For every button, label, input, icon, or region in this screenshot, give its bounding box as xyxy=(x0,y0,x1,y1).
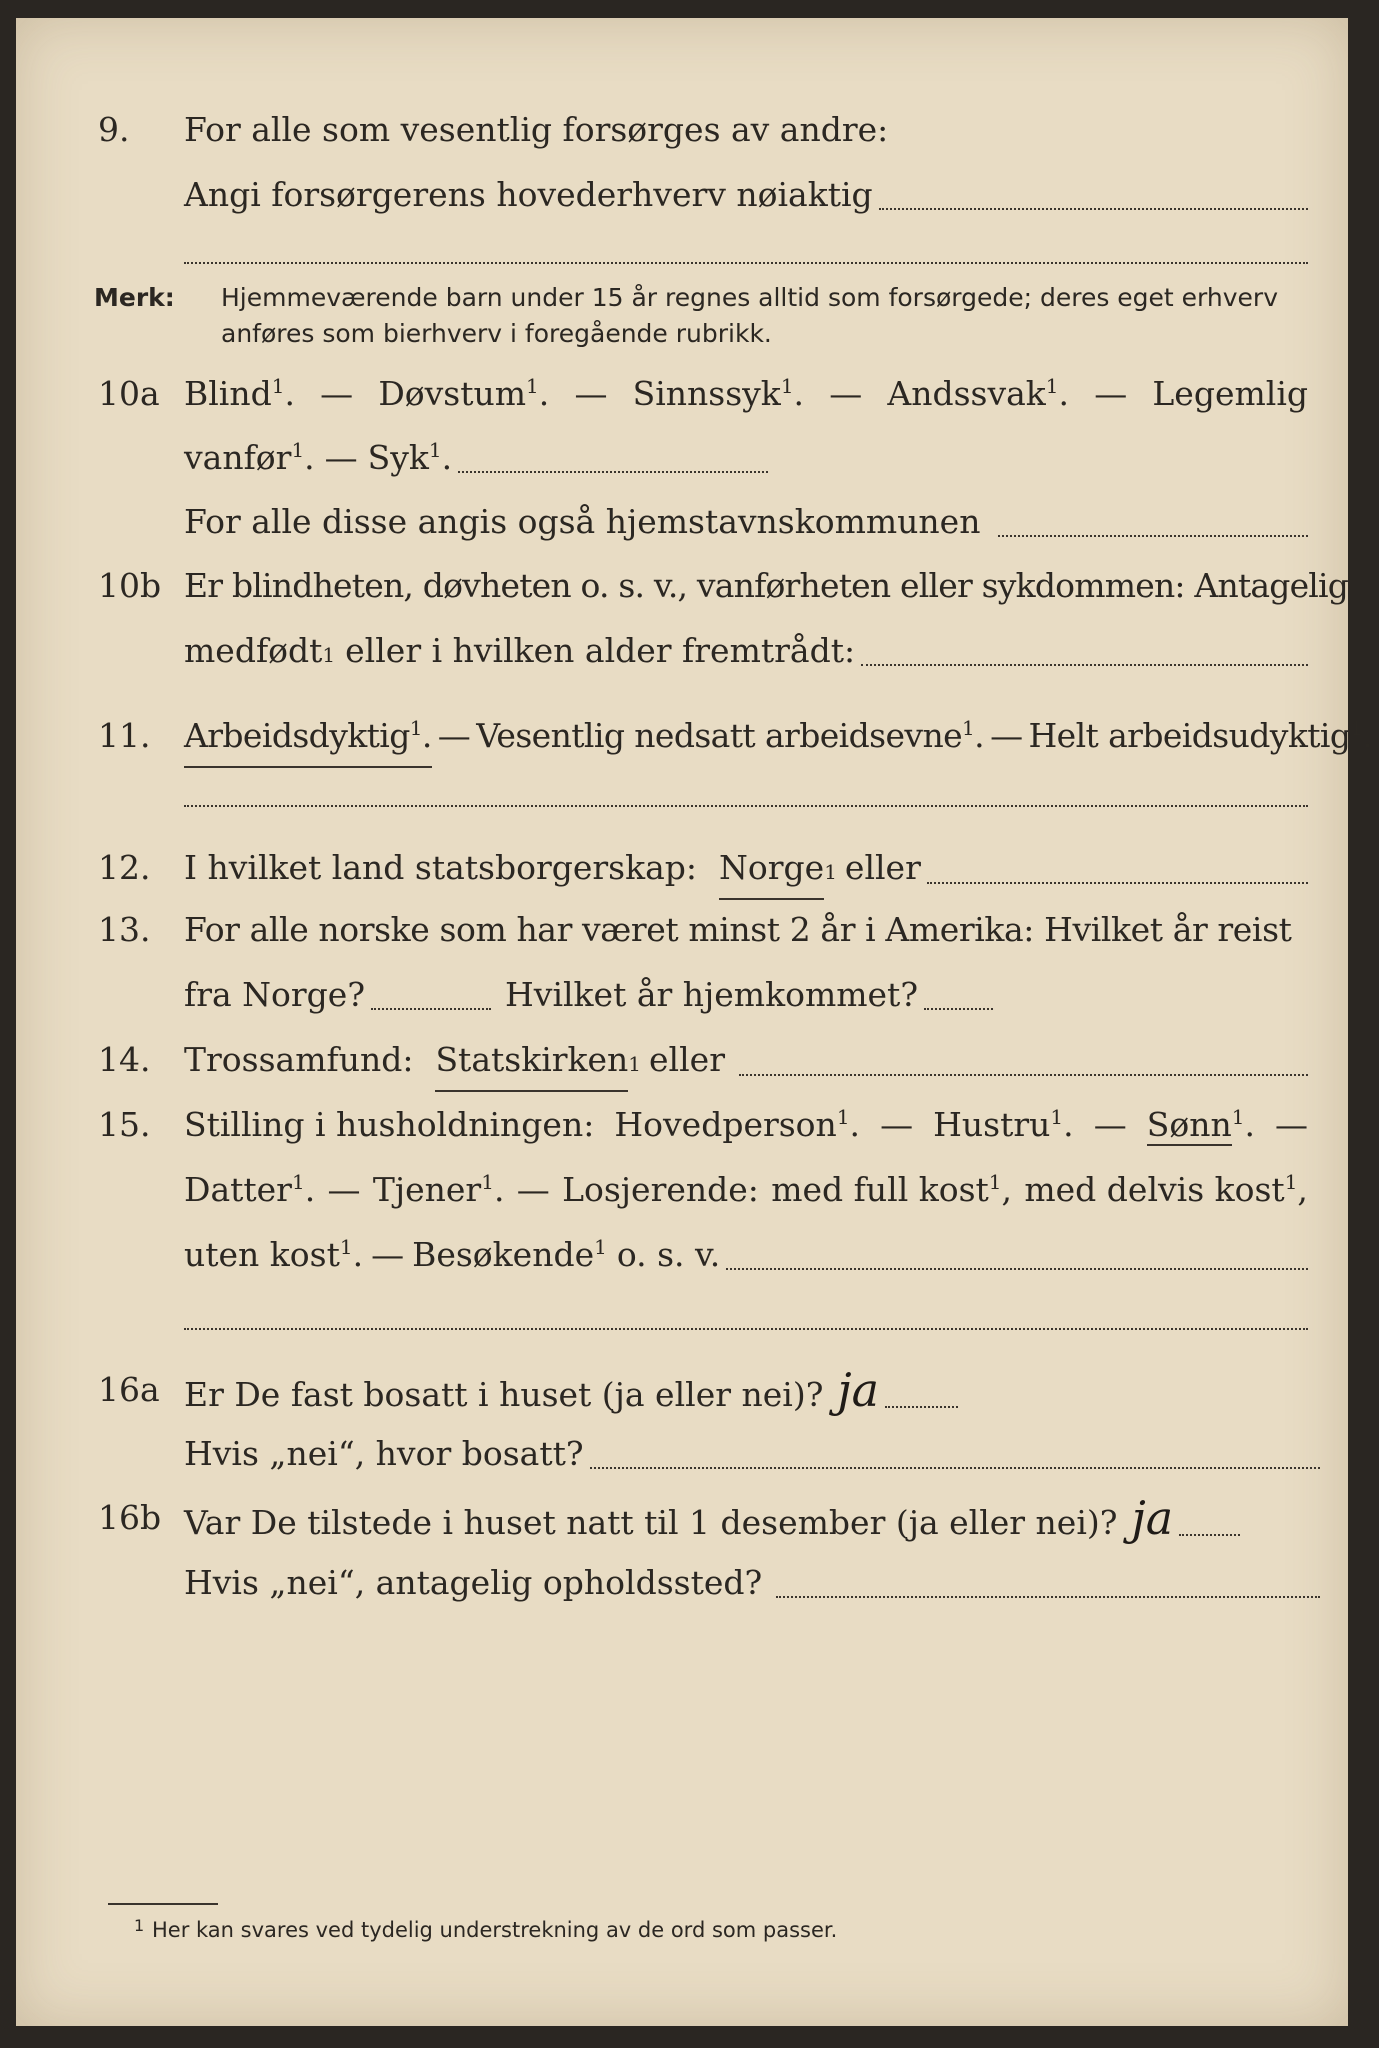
option-vanfor: vanfør$^1$. xyxy=(184,438,315,477)
option-hustru: Hustru$^1$. xyxy=(933,1105,1074,1144)
option-dovstum: Døvstum$^1$. xyxy=(378,374,550,413)
option-blind: Blind$^1$. xyxy=(184,374,295,413)
question-number: 15. xyxy=(98,1105,151,1144)
option-legemlig: Legemlig xyxy=(1152,374,1308,413)
census-form-page xyxy=(16,18,1373,2026)
question-text: For alle disse angis også hjemstavnskommunen xyxy=(184,502,981,541)
question-number: 12. xyxy=(98,848,151,887)
option-hovedperson: Hovedperson$^1$. xyxy=(614,1105,861,1144)
question-text: Stilling i husholdningen: xyxy=(184,1105,595,1144)
answer-field[interactable] xyxy=(739,1074,1308,1076)
question-text: fra Norge? xyxy=(184,975,366,1014)
question-10a-line-3 xyxy=(16,492,1348,552)
option-delvis-kost: med delvis kost$^1$, xyxy=(1024,1170,1308,1209)
option-besokende: Besøkende$^1$ xyxy=(412,1235,607,1274)
note-block xyxy=(94,280,1308,360)
question-16a-line-2 xyxy=(16,1424,1348,1484)
footnote-mark: 1 xyxy=(134,1916,145,1935)
answer-field[interactable] xyxy=(861,664,1308,666)
question-number: 16a xyxy=(98,1370,160,1409)
answer-field-reist[interactable] xyxy=(371,1008,491,1010)
answer-field[interactable] xyxy=(184,262,1308,264)
note-label: Merk: xyxy=(94,283,175,312)
question-11-line-1: 11. Arbeidsdyktig$^1$. — Vesentlig nedsatt arbeidsevne$^1$. — Helt arbeidsudyktig$^1$. xyxy=(16,706,1348,766)
footnote-rule xyxy=(108,1903,218,1905)
answer-field[interactable] xyxy=(998,535,1308,537)
answer-field[interactable] xyxy=(184,1328,1308,1330)
option-arbeidsdyktig-underlined: Arbeidsdyktig$^1$. xyxy=(184,706,432,768)
question-number: 10b xyxy=(98,566,162,605)
option-syk: Syk$^1$. xyxy=(367,438,453,477)
question-16a-line-1 xyxy=(16,1360,1348,1420)
note-text: Hjemmeværende barn under 15 år regnes alltid som forsørgede; deres eget erhverv anføres som bierhverv i foregående rubrikk. xyxy=(221,283,1278,348)
handwritten-answer: ja xyxy=(1131,1491,1174,1545)
question-text: Er blindheten, døvheten o. s. v., vanførheten eller sykdommen: Antagelig xyxy=(184,566,1349,605)
answer-field[interactable] xyxy=(1179,1534,1240,1536)
question-number: 13. xyxy=(98,910,151,949)
footnote xyxy=(134,1916,838,1942)
question-text: Var De tilstede i huset natt til 1 desember (ja eller nei)? xyxy=(184,1503,1118,1542)
option-tjener: Tjener$^1$. xyxy=(372,1170,505,1209)
question-text: Trossamfund: xyxy=(184,1040,414,1079)
footnote-text: Her kan svares ved tydelig understrekning av de ord som passer. xyxy=(152,1918,838,1942)
question-text: I hvilket land statsborgerskap: xyxy=(184,848,698,887)
option-norge-underlined: Norge xyxy=(719,838,824,900)
question-16b-line-2 xyxy=(16,1553,1348,1613)
question-9-line-1 xyxy=(16,100,1348,160)
question-10b-line-2: medfødt 1 eller i hvilken alder fremtrådt: xyxy=(16,621,1348,681)
answer-field[interactable] xyxy=(879,208,1308,210)
question-number: 9. xyxy=(98,110,130,149)
question-14-line-1: 14. Trossamfund: Statskirken 1 eller xyxy=(16,1030,1348,1090)
handwritten-answer: ja xyxy=(837,1363,880,1417)
question-13-line-1 xyxy=(16,900,1348,960)
question-number: 11. xyxy=(98,716,151,755)
answer-field-hjemkommet[interactable] xyxy=(924,1008,993,1010)
answer-field[interactable] xyxy=(726,1268,1308,1270)
question-15-line-2: Datter$^1$. — Tjener$^1$. — Losjerende: med full kost$^1$, med delvis kost$^1$, xyxy=(16,1160,1348,1220)
question-number: 14. xyxy=(98,1040,151,1079)
question-text: eller i hvilken alder fremtrådt: xyxy=(345,631,856,670)
question-text: Er De fast bosatt i huset (ja eller nei)? xyxy=(184,1375,824,1414)
option-medfodt: medfødt xyxy=(184,631,323,670)
question-text: Hvis „nei“, antagelig opholdssted? xyxy=(184,1563,763,1602)
option-datter: Datter$^1$. xyxy=(184,1170,316,1209)
option-full-kost: med full kost$^1$, xyxy=(771,1170,1013,1209)
question-10b-line-1 xyxy=(16,556,1348,616)
question-number: 10a xyxy=(98,374,160,413)
option-losjerende: Losjerende: xyxy=(562,1170,759,1209)
question-16b-line-1 xyxy=(16,1488,1348,1548)
option-nedsatt-arbeidsevne: Vesentlig nedsatt arbeidsevne$^1$. xyxy=(476,716,985,755)
answer-field[interactable] xyxy=(776,1596,1320,1598)
option-sonn-underlined: Sønn$^1$. xyxy=(1146,1105,1255,1144)
question-12-line-1: 12. I hvilket land statsborgerskap: Norge 1 eller xyxy=(16,838,1348,898)
question-number: 16b xyxy=(98,1498,162,1537)
answer-field[interactable] xyxy=(590,1467,1320,1469)
answer-field[interactable] xyxy=(458,471,768,473)
answer-field[interactable] xyxy=(885,1406,958,1408)
answer-field[interactable] xyxy=(927,882,1308,884)
question-13-line-2 xyxy=(16,965,1348,1025)
question-15-line-1: 15. Stilling i husholdningen: Hovedperson$^1$. — Hustru$^1$. — Sønn$^1$. — xyxy=(16,1095,1348,1155)
question-text: Hvis „nei“, hvor bosatt? xyxy=(184,1434,584,1473)
question-9-line-2 xyxy=(16,165,1348,225)
question-15-line-3: uten kost$^1$. — Besøkende$^1$ o. s. v. xyxy=(16,1225,1348,1285)
option-andssvak: Andssvak$^1$. xyxy=(887,374,1070,413)
option-arbeidsudyktig: Helt arbeidsudyktig$^1$. xyxy=(1028,716,1373,755)
question-text: For alle som vesentlig forsørges av andre: xyxy=(184,110,889,149)
option-sinnssyk: Sinnssyk$^1$. xyxy=(632,374,805,413)
question-10a-line-1: 10a Blind$^1$. — Døvstum$^1$. — Sinnssyk$^1$. — Andssvak$^1$. — Legemlig xyxy=(16,364,1348,424)
question-text: Hvilket år hjemkommet? xyxy=(505,975,919,1014)
answer-field[interactable] xyxy=(184,805,1308,807)
question-text: For alle norske som har været minst 2 år i Amerika: Hvilket år reist xyxy=(184,910,1292,949)
question-text: Angi forsørgerens hovederhverv nøiaktig xyxy=(184,175,873,214)
option-statskirken-underlined: Statskirken xyxy=(435,1030,628,1092)
question-10a-line-2: vanfør$^1$. — Syk$^1$. xyxy=(16,428,1348,488)
option-uten-kost: uten kost$^1$. xyxy=(184,1235,364,1274)
